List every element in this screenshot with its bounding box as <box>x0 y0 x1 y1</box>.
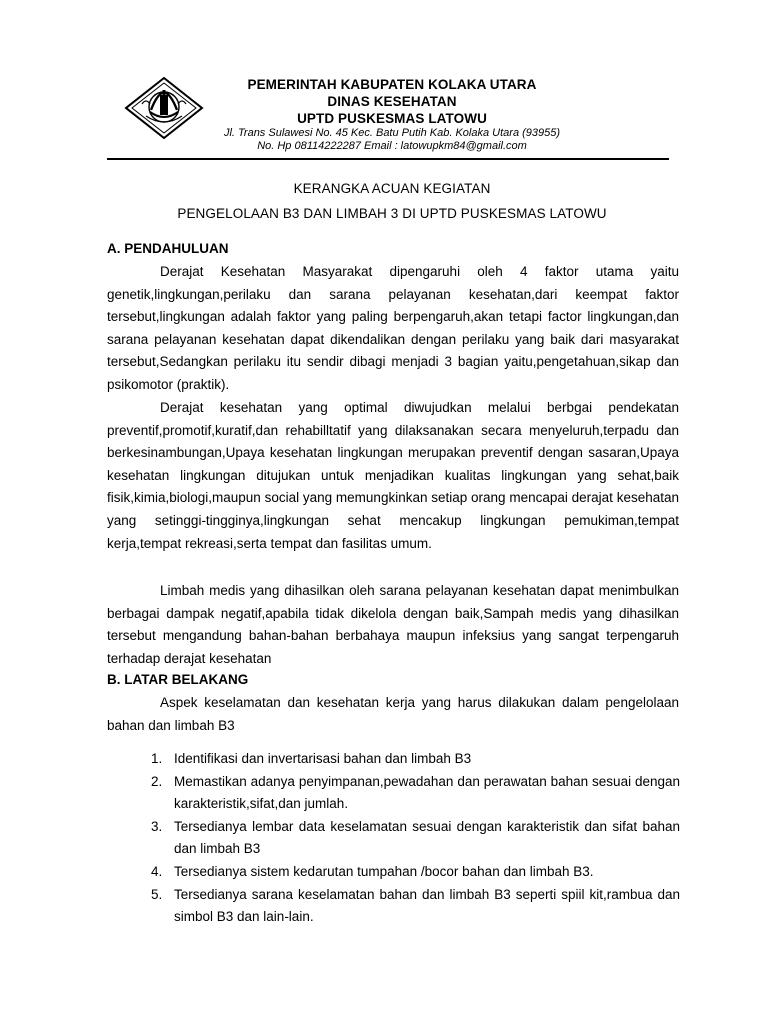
list-item <box>148 884 680 929</box>
paragraph: Aspek keselamatan dan kesehatan kerja yang harus dilakukan dalam pengelolaan bahan dan limbah B3 <box>107 695 679 733</box>
list-number: 4. <box>151 863 163 879</box>
document-subtitle: PENGELOLAAN B3 DAN LIMBAH 3 DI UPTD PUSKESMAS LATOWU <box>177 206 607 221</box>
list-item <box>148 816 680 861</box>
kolaka-utara-emblem-icon <box>124 76 204 140</box>
list-item <box>148 861 680 884</box>
unit-name: UPTD PUSKESMAS LATOWU <box>297 111 487 126</box>
government-name: PEMERINTAH KABUPATEN KOLAKA UTARA <box>247 77 537 92</box>
paragraph: Derajat kesehatan yang optimal diwujudkan melalui berbgai pendekatan preventif,promotif,kuratif,dan rehabilltatif yang dilaksanakan secara menyeluruh,terpadu dan berkesinambungan,Upaya kesehatan lingkungan merupakan preventif dengan sasaran,Upaya kesehatan lingkungan ditujukan untuk menjadikan kualitas lingkungan yang sehat,baik fisik,kimia,biologi,maupun social yang memungkinkan setiap orang mencapai derajat kesehatan yang setinggi-tingginya,lingkungan sehat mencakup lingkungan pemukiman,tempat kerja,tempat rekreasi,serta tempat dan fasilitas umum. <box>107 400 679 551</box>
list-item <box>148 771 680 816</box>
letterhead-divider <box>107 158 669 160</box>
section-heading-latar-belakang: B. LATAR BELAKANG <box>107 672 249 687</box>
list-item-text: Identifikasi dan invertarisasi bahan dan limbah B3 <box>174 751 472 766</box>
list-number: 1. <box>151 751 163 766</box>
list-number: 5. <box>151 886 163 902</box>
list-item-text: Tersedianya sarana keselamatan bahan dan limbah B3 seperti spiil kit,rambua dan simbol B3 dan lain-lain. <box>174 886 680 925</box>
contact-line: No. Hp 08114222287 Email : latowupkm84@gmail.com <box>257 140 527 152</box>
list-item-text: Tersedianya lembar data keselamatan sesuai dengan karakteristik dan sifat bahan dan limbah B3 <box>174 818 680 857</box>
list-item <box>148 748 680 771</box>
list-item-text: Memastikan adanya penyimpanan,pewadahan dan perawatan bahan sesuai dengan karakteristik,sifat,dan jumlah. <box>174 773 680 812</box>
numbered-list <box>148 748 680 929</box>
list-item-text: Tersedianya sistem kedarutan tumpahan /bocor bahan dan limbah B3. <box>174 863 594 879</box>
document-title: KERANGKA ACUAN KEGIATAN <box>293 181 491 196</box>
letterhead <box>196 76 588 153</box>
agency-name: DINAS KESEHATAN <box>327 94 457 109</box>
section-heading-pendahuluan: A. PENDAHULUAN <box>107 241 229 256</box>
list-number: 2. <box>151 773 163 789</box>
list-number: 3. <box>151 818 163 834</box>
address-line: Jl. Trans Sulawesi No. 45 Kec. Batu Putih Kab. Kolaka Utara (93955) <box>223 127 561 139</box>
paragraph: Derajat Kesehatan Masyarakat dipengaruhi oleh 4 faktor utama yaitu genetik,lingkungan,perilaku dan sarana pelayanan kesehatan,dari keempat faktor tersebut,lingkungan adalah faktor yang paling berpengaruh,akan tetapi factor lingkungan,dan sarana pelayanan kesehatan dapat dikendalikan dengan perilaku yang baik dari masyarakat tersebut,Sedangkan perilaku itu sendir dibagi menjadi 3 bagian yaitu,pengetahuan,sikap dan psikomotor (praktik). <box>107 264 679 392</box>
paragraph: Limbah medis yang dihasilkan oleh sarana pelayanan kesehatan dapat menimbulkan berbagai dampak negatif,apabila tidak dikelola dengan baik,Sampah medis yang dihasilkan tersebut mengandung bahan-bahan berbahaya maupun infeksius yang sangat terpengaruh terhadap derajat kesehatan <box>107 583 679 666</box>
